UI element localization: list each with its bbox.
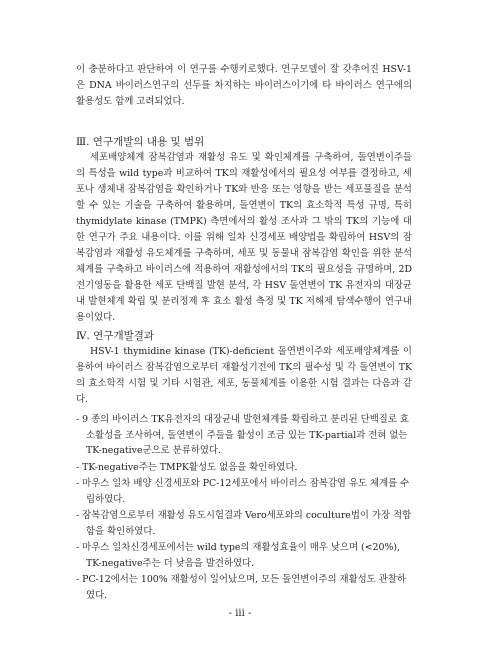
list-item: - PC-12에서는 100% 재활성이 일어났으며, 모든 돌연변이주의 재활성도 관찰하였다. [76, 574, 406, 601]
results-list-block [76, 412, 412, 604]
list-item: - 9 종의 바이러스 TK유전자의 대장균내 발현체계를 확립하고 분리된 단백질로 효소활성을 조사하여, 돌연변이 주들을 활성이 조금 있는 TK-partial과 전혀 없는 TK-negative군으로 분류하였다. [76, 414, 409, 456]
list-item: - TK-negative주는 TMPK활성도 없음을 확인하였다. [76, 461, 298, 473]
intro-paragraph: 이 충분하다고 판단하여 이 연구를 수행키로했다. 연구모델이 잘 갖추어진 HSV-1은 DNA 바이러스연구의 선두를 차지하는 바이러스이기에 타 바이러스 연구에의 활용성도 함께 고려되었다. [76, 64, 412, 107]
list-item: - 마우스 일차신경세포에서는 wild type의 재활성효율이 매우 낮으며 (<20%), TK-negative주는 더 낮음을 발견하였다. [76, 542, 400, 569]
list-item: - 마우스 일차 배양 신경세포와 PC-12세포에서 바이러스 잠복감염 유도 체계를 수립하였다. [76, 478, 410, 505]
section-3-body: 세포배양체계 잠복감염과 재활성 유도 및 확인체계를 구축하여, 돌연변이주들의 특성을 wild type과 비교하여 TK의 재활성에서의 필요성 여부를 결정하고, 세포나 생체내 잠복감염을 확인하거나 TK와 반응 또는 영향을 받는 세포물질을 분석할 수 있는 기술을 구축하여 활용하며, 돌연변이 TK의 효소학적 특성 규명, 특히 thymidylate kinase (TMPK) 측면에서의 활성 조사과 그 밖의 TK의 기능에 대한 연구가 주요 내용이다. 이를 위해 일차 신경세포 배양법을 확립하여 HSV의 잠복감염과 재활성 유도체계를 구축하며, 세포 및 동물내 잠복감염 확인을 위한 분석체계를 구축하고 바이러스에 적용하여 재활성에서의 TK의 필요성을 규명하며, 2D 전기영동을 활용한 세포 단백질 발현 분석, 각 HSV 돌연변이 TK 유전자의 대장균내 발현체계 확립 및 분리정제 후 효소 활성 측정 및 TK 저해제 탐색수행이 연구내용이었다. [76, 152, 412, 323]
section-4-body: HSV-1 thymidine kinase (TK)-deficient 돌연변이주와 세포배양체계를 이용하여 바이러스 잠복감염으로부터 재활성기전에 TK의 필수성 및 각 돌연변이 TK의 효소학적 시험 및 기타 시험관, 세포, 동물체계를 이용한 시험 결과는 다음과 같다. [76, 346, 412, 405]
section-3-heading: Ⅲ. 연구개발의 내용 및 범위 [76, 136, 205, 148]
section-4 [76, 328, 412, 408]
section-3 [76, 134, 412, 326]
page-number: - iii - [228, 608, 252, 619]
results-list [76, 412, 412, 603]
intro-block [76, 62, 412, 110]
list-item: - 잠복감염으로부터 재활성 유도시험결과 Vero세포와의 coculture법이 가장 적합함을 확인하였다. [76, 510, 412, 537]
section-4-heading: Ⅳ. 연구개발결과 [76, 330, 155, 342]
